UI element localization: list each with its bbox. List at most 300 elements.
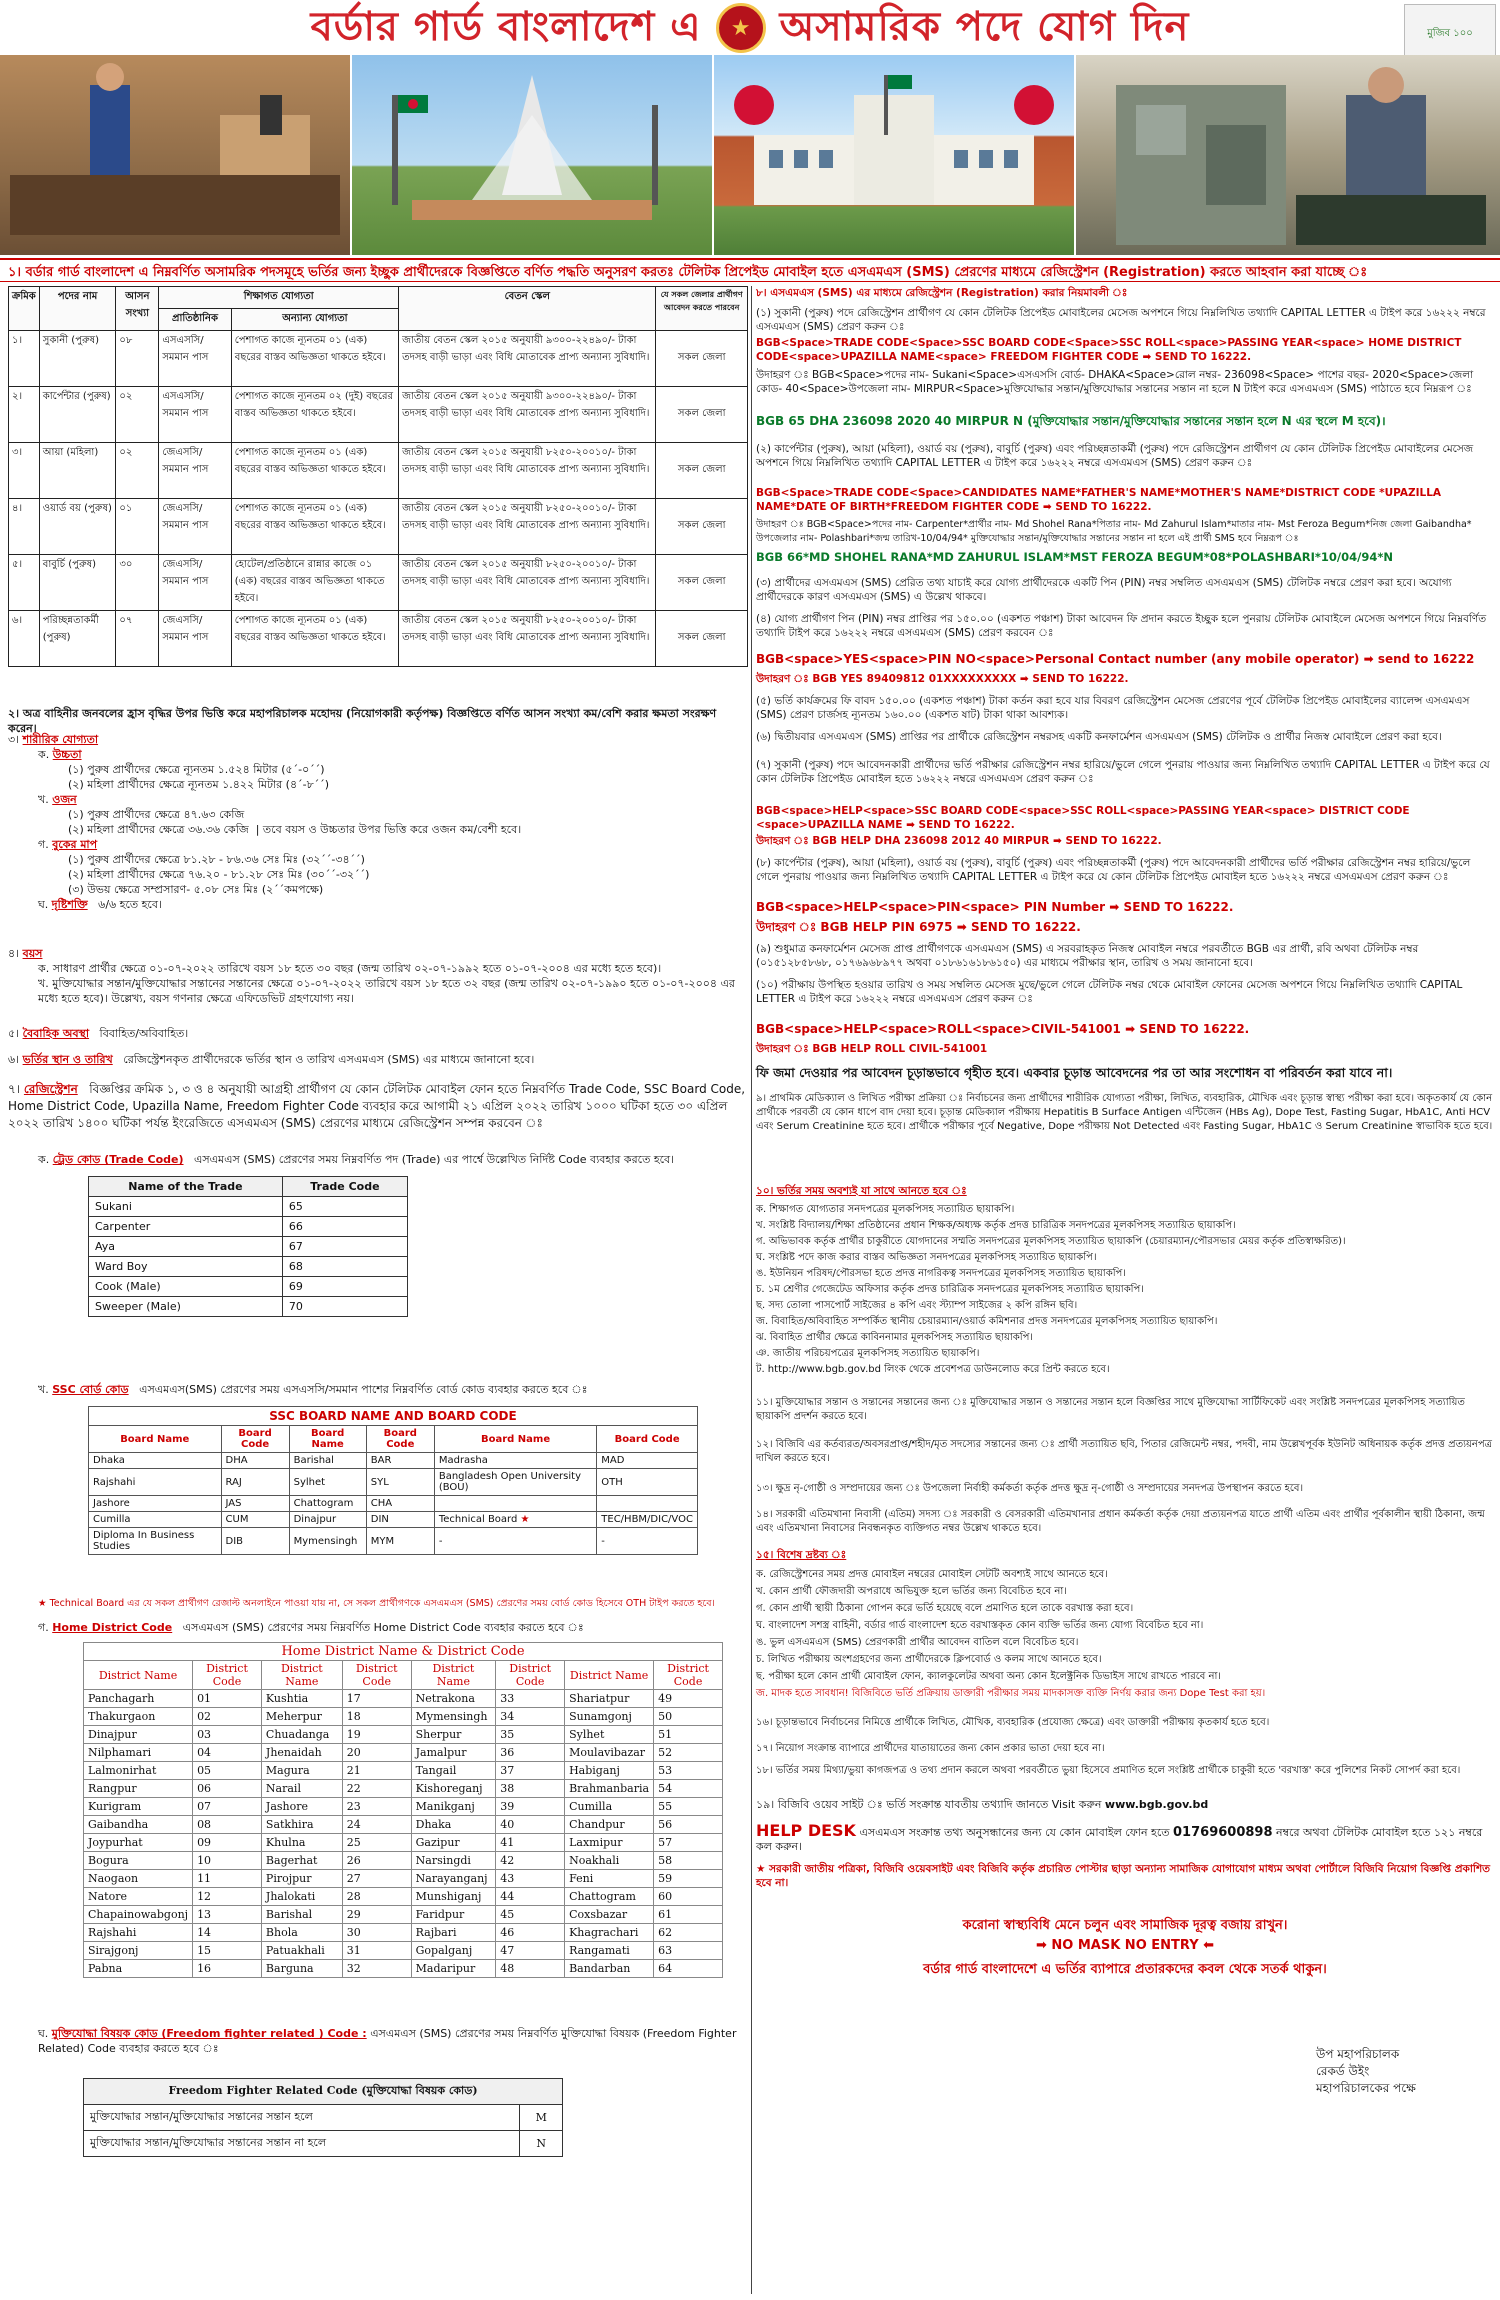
table-row (9, 499, 748, 555)
district-code: 45 (496, 1906, 565, 1924)
table-row (84, 1924, 723, 1942)
section-5: ৫। বৈবাহিক অবস্থা বিবাহিত/অবিবাহিত। (8, 1027, 189, 1040)
ssc-cell: DIN (366, 1512, 434, 1528)
header-photos (0, 55, 1500, 255)
table-row (84, 2131, 563, 2157)
district-code: 08 (193, 1816, 262, 1834)
district-code: 59 (654, 1870, 723, 1888)
col-serial: ক্রমিক (9, 287, 40, 331)
list-item: চ. ১ম শ্রেণীর গেজেটেড অফিসার কর্তৃক প্রদত্ত চারিত্রিক সনদপত্রের মূলকপিসহ সত্যায়িত ছায়াকপি। (756, 1284, 1144, 1295)
weight-male: পুরুষ প্রার্থীদের ক্ষেত্রে ৪৭.৬৩ কেজি (87, 808, 245, 821)
list-item[interactable]: ট. http://www.bgb.gov.bd লিংক থেকে প্রবেশপত্র ডাউনলোড করে প্রিন্ট করতে হবে। (756, 1364, 1110, 1375)
chest-female: মহিলা প্রার্থীদের ক্ষেত্রে ৭৬.২০ - ৮১.২৮ সেঃ মিঃ (৩০´´-৩২´´) (87, 868, 370, 881)
district-code: 50 (654, 1708, 723, 1726)
district-name: Habiganj (565, 1762, 654, 1780)
venue-heading: ভর্তির স্থান ও তারিখ (22, 1053, 113, 1066)
cell-edu: জেএসসি/ সমমান পাস (159, 499, 231, 555)
list-item: ছ. পরীক্ষা হলে কোন প্রার্থী মোবাইল ফোন, ক্যালকুলেটর অথবা অন্য কোন ইলেক্ট্রনিক ডিভাইস সাথে রাখতে পারবে না। (756, 1671, 1221, 1682)
district-code: 49 (654, 1690, 723, 1708)
r13: ১৩। ক্ষুদ্র নৃ-গোষ্ঠী ও সম্প্রদায়ের জন্য ঃ উপজেলা নির্বাহী কর্মকর্তা কর্তৃক প্রদত্ত ক্ষুদ্র নৃ-গোষ্ঠী ও সম্প্রদায়ের সনদপত্র উপস্থাপন করতে হবে। (756, 1483, 1304, 1494)
district-code: 56 (654, 1816, 723, 1834)
bgb-emblem-icon: ★ (716, 3, 766, 53)
home-heading: Home District Code (52, 1621, 173, 1634)
r8-4-ex-text: উদাহরণ ঃ BGB YES 89409812 01XXXXXXXXX (756, 673, 1017, 685)
district-code: 48 (496, 1960, 565, 1978)
table-row (84, 1726, 723, 1744)
arrow-icon: ➡ (1125, 1022, 1136, 1036)
district-code: 15 (193, 1942, 262, 1960)
district-name: Narsingdi (411, 1852, 496, 1870)
table-row (84, 1906, 723, 1924)
district-code: 47 (496, 1942, 565, 1960)
cell-other: হোটেল/প্রতিষ্ঠানে রান্নার কাজে ০১ (এক) বছরের বাস্তব অভিজ্ঞতা থাকতে হইবে। (231, 555, 398, 611)
table-row (89, 1257, 408, 1277)
ff-code: N (520, 2131, 563, 2157)
section-7: ৭। রেজিস্ট্রেশন বিজ্ঞপ্তির ক্রমিক ১, ৩ ও ৪ অনুযায়ী আগ্রহী প্রার্থীগণ যে কোন টেলিটক মোবাইল ফোন হতে নিম্নবর্ণিত Trade Code, SSC Board Code, Home District Code, Upazilla Name, Freedom Fighter Code ব্যবহার করে আগামী ২১ এপ্রিল ২০২২ তারিখ ১০০০ ঘটিকা হতে ৩০ এপ্রিল ২০২২ তারিখ ১৪০০ ঘটিকা পর্যন্ত ইংরেজিতে এসএমএস (SMS) প্রেরণের মাধ্যমে রেজিস্ট্রেশন সম্পন্ন করবেন ঃ (8, 1082, 746, 1130)
district-table (83, 1642, 723, 1978)
col-edu-other: অন্যান্য যোগ্যতা (231, 309, 398, 331)
district-name: Satkhira (261, 1816, 342, 1834)
ssc-cell: MYM (366, 1528, 434, 1555)
r21-text: সরকারী জাতীয় পত্রিকা, বিজিবি ওয়েবসাইট এবং বিজিবি কর্তৃক প্রচারিত পোস্টার ছাড়া অন্যান্য সামাজিক যোগাযোগ মাধ্যম অথবা পোর্টালে বিজিবি নিয়োগ বিজ্ঞপ্তি প্রকাশিত হবে না। (756, 1863, 1491, 1889)
chest-expansion: উভয় ক্ষেত্রে সম্প্রসারণ- ৫.০৮ সেঃ মিঃ (২´´কমপক্ষে) (87, 883, 324, 896)
trade-code: 69 (282, 1277, 407, 1297)
col-seats: আসন সংখ্যা (116, 287, 159, 331)
send-text: SEND TO 16222. (1123, 900, 1234, 914)
section-3: ৩। শারীরিক যোগ্যতা ক. উচ্চতা (১) পুরুষ প্রার্থীদের ক্ষেত্রে ন্যূনতম ১.৫২৪ মিটার (৫´-০´´) (২) মহিলা প্রার্থীদের ক্ষেত্রে ন্যূনতম ১.৪২২ মিটার (৪´-৮´´) খ. ওজন (১) পুরুষ প্রার্থীদের ক্ষেত্রে ৪৭.৬৩ কেজি (২) মহিলা প্রার্থীদের ক্ষেত্রে ৩৬.৩৬ কেজি | তবে বয়স ও উচ্চতার উপর ভিত্তি করে ওজন কম/বেশী হবে। গ. বুকের মাপ (১) পুরুষ প্রার্থীদের ক্ষেত্রে ৮১.২৮ - ৮৬.৩৬ সেঃ মিঃ (৩২´´-৩৪´´) (২) মহিলা প্রার্থীদের ক্ষেত্রে ৭৬.২০ - ৮১.২৮ সেঃ মিঃ (৩০´´-৩২´´) (৩) উভয় ক্ষেত্রে সম্প্রসারণ- ৫.০৮ সেঃ মিঃ (২´´কমপক্ষে) ঘ. দৃষ্টিশক্তি ৬/৬ হতে হবে। (8, 733, 522, 911)
district-code: 10 (193, 1852, 262, 1870)
r20 (756, 1821, 1494, 1854)
dist-col: District Name (565, 1661, 654, 1690)
trade-code: 70 (282, 1297, 407, 1317)
district-name: Shariatpur (565, 1690, 654, 1708)
district-code: 05 (193, 1762, 262, 1780)
ff-text: এসএমএস (SMS) প্রেরণের সময় নিম্নবর্ণিত মুক্তিযোদ্ধা বিষয়ক (Freedom Fighter Related) Code ব্যবহার করতে হবে ঃ (38, 2027, 737, 2055)
district-name: Netrakona (411, 1690, 496, 1708)
r8-10: (১০) পরীক্ষায় উপস্থিত হওয়ার তারিখ ও সময় সম্বলিত মেসেজ মুছে/ভুলে গেলে টেলিটক নম্বর থেকে মোবাইল ফোনের মেসেজ অপশনে গিয়ে নিম্নলিখিত তথ্যাদি CAPITAL LETTER এ টাইপ করে ১৬২২২ নম্বরে এসএমএস প্রেরণ করুন ঃ (756, 979, 1463, 1005)
ssc-cell (434, 1512, 596, 1528)
trade-table (88, 1176, 408, 1317)
table-row (9, 331, 748, 387)
r10-heading: ১০। ভর্তির সময় অবশ্যই যা সাথে আনতে হবে ঃ (756, 1185, 967, 1197)
district-name: Bandarban (565, 1960, 654, 1978)
r21 (756, 1862, 1494, 1890)
cell-sl: ২। (9, 387, 40, 443)
ssc-cell: JAS (221, 1496, 289, 1512)
table-row (84, 1870, 723, 1888)
district-code: 17 (342, 1690, 411, 1708)
r8-4-ex (756, 672, 1494, 686)
district-code: 07 (193, 1798, 262, 1816)
r8-7: (৭) সুকানী (পুরুষ) পদে আবেদনকারী প্রার্থীদের ভর্তি পরীক্ষার রেজিস্ট্রেশন নম্বর হারিয়ে/ভুলে গেলে পুনরায় পাওয়ার জন্য নিম্নলিখিত তথ্যাদি CAPITAL LETTER এ টাইপ করে যে কোন টেলিটক প্রিপেইড মোবাইল হতে ১৬২২২ নম্বরে এসএমএস প্রেরণ করুন ঃ (756, 759, 1490, 785)
cell-other: পেশাগত কাজে ন্যূনতম ০২ (দুই) বছরের বাস্তব অভিজ্ঞতা থাকতে হইবে। (231, 387, 398, 443)
intro-line: ১। বর্ডার গার্ড বাংলাদেশ এ নিম্নবর্ণিত অসামরিক পদসমূহে ভর্তির জন্য ইচ্ছুক প্রার্থীদেরকে বিজ্ঞপ্তিতে বর্ণিত পদ্ধতি অনুসরণ করতঃ টেলিটক প্রিপেইড মোবাইল হতে এসএমএস (SMS) প্রেরণের মাধ্যমে রেজিস্ট্রেশন (Registration) করতে আহবান করা যাচ্ছে ঃ (0, 258, 1500, 282)
district-body (84, 1690, 723, 1978)
table-row (89, 1469, 698, 1496)
table-row (89, 1277, 408, 1297)
height-female: মহিলা প্রার্থীদের ক্ষেত্রে ন্যূনতম ১.৪২২ মিটার (৪´-৮´´) (87, 778, 330, 791)
district-name: Laxmipur (565, 1834, 654, 1852)
district-name: Gazipur (411, 1834, 496, 1852)
ff-table-title: Freedom Fighter Related Code (মুক্তিযোদ্ধা বিষয়ক কোড) (84, 2079, 563, 2105)
district-code: 01 (193, 1690, 262, 1708)
district-name: Munshiganj (411, 1888, 496, 1906)
list-item: ঝ. বিবাহিত প্রার্থীর ক্ষেত্রে কাবিননামার মূলকপিসহ সত্যায়িত ছায়াকপি। (756, 1332, 1033, 1343)
district-name: Feni (565, 1870, 654, 1888)
ssc-table (88, 1406, 698, 1555)
district-name: Nilphamari (84, 1744, 193, 1762)
district-name: Narayanganj (411, 1870, 496, 1888)
dist-col: District Name (411, 1661, 496, 1690)
r19 (756, 1798, 1494, 1812)
district-name: Khagrachari (565, 1924, 654, 1942)
weight-heading: ওজন (52, 793, 77, 806)
district-name: Rajshahi (84, 1924, 193, 1942)
ssc-cell: DIB (221, 1528, 289, 1555)
arrow-icon: ➡ (1109, 900, 1120, 914)
district-code: 06 (193, 1780, 262, 1798)
district-name: Sherpur (411, 1726, 496, 1744)
district-name: Patuakhali (261, 1942, 342, 1960)
district-name: Gopalganj (411, 1942, 496, 1960)
col-edu-inst: প্রাতিষ্ঠানিক (159, 309, 231, 331)
send-text: SEND TO 16222. (1154, 351, 1252, 363)
list-item: খ. কোন প্রার্থী ফৌজদারী অপরাধে অভিযুক্ত হলে ভর্তির জন্য বিবেচিত হবে না। (756, 1586, 1067, 1597)
col-district: যে সকল জেলার প্রার্থীগণ আবেদন করতে পারবেন (656, 287, 748, 331)
age-heading: বয়স (22, 947, 43, 960)
district-code: 36 (496, 1744, 565, 1762)
table-row (9, 611, 748, 667)
r8-2-code (756, 486, 1494, 514)
r8-9: (৯) শুধুমাত্র কনফার্মেশন মেসেজ প্রাপ্ত প্রার্থীগণকে এসএমএস (SMS) এ সরবরাহকৃত নিজস্ব মোবাইল নম্বরে পরবর্তীতে BGB এর প্রার্থী, রবি অথবা টেলিটক নম্বর (০১৫১২৮৫৮৬৮, ০১৭৬৯৬৮৯৭৭ অথবা ০১৮৬১৬১৮৬১৫০) এর মাধ্যমে পরীক্ষার স্থান, তারিখ ও সময় জানানো হবে। (756, 943, 1419, 969)
district-name: Jashore (261, 1798, 342, 1816)
district-code: 37 (496, 1762, 565, 1780)
district-code: 27 (342, 1870, 411, 1888)
dist-col: District Code (496, 1661, 565, 1690)
ssc-col: Board Name (89, 1426, 222, 1453)
column-divider (751, 286, 752, 2294)
list-item: গ. অভিভাবক কর্তৃক প্রার্থীর চাকুরীতে যোগদানের সম্মতি সনদপত্রের মূলকপিসহ সত্যায়িত ছায়াকপি (চেয়ারম্যান/পৌরসভার মেয়র কর্তৃক প্রতিস্বাক্ষরিত)। (756, 1236, 1346, 1247)
district-code: 21 (342, 1762, 411, 1780)
ssc-cell: CHA (366, 1496, 434, 1512)
table-row (84, 1942, 723, 1960)
district-code: 51 (654, 1726, 723, 1744)
r8-7-code (756, 804, 1494, 832)
district-code: 34 (496, 1708, 565, 1726)
r8-1-example: উদাহরণ ঃ BGB<Space>পদের নাম- Sukani<Space>এসএসসি বোর্ড- DHAKA<Space>রোল নম্বর- 236098<Space> পাশের বছর- 2020<Space>জেলা কোড- 40<Space>উপজেলা নাম- MIRPUR<Space>মুক্তিযোদ্ধার সন্তান/মুক্তিযোদ্ধার সন্তানের সন্তান না হলে N টাইপ করে এসএমএস (SMS) পাঠাতে হবে নিম্নরূপ ঃ (756, 369, 1474, 395)
ssc-cell: CUM (221, 1512, 289, 1528)
arrow-icon: ➡ (1035, 1938, 1047, 1953)
cell-district: সকল জেলা (656, 331, 748, 387)
help-phone[interactable]: 01769600898 (1173, 1825, 1273, 1840)
arrow-icon: ➡ (1142, 351, 1152, 363)
ssc-cell: Madrasha (434, 1453, 596, 1469)
ssc-cell: Sylhet (289, 1469, 366, 1496)
cell-seats: ০২ (116, 443, 159, 499)
table-row (89, 1496, 698, 1512)
table-row (9, 443, 748, 499)
district-code: 43 (496, 1870, 565, 1888)
district-code: 22 (342, 1780, 411, 1798)
ssc-cell: TEC/HBM/DIC/VOC (597, 1512, 698, 1528)
district-name: Thakurgaon (84, 1708, 193, 1726)
district-name: Faridpur (411, 1906, 496, 1924)
cell-edu: জেএসসি/ সমমান পাস (159, 555, 231, 611)
cell-pay: জাতীয় বেতন স্কেল ২০১৫ অনুযায়ী ৯৩০০-২২৪৯০/- টাকা তদসহ বাড়ী ভাড়া এবং বিধি মোতাবেক প্রাপ্য অন্যান্য সুবিধাদি। (399, 331, 656, 387)
table-row (9, 387, 748, 443)
list-item: খ. সংশ্লিষ্ট বিদ্যালয়/শিক্ষা প্রতিষ্ঠানের প্রধান শিক্ষক/অধ্যক্ষ কর্তৃক প্রদত্ত চারিত্রিক সনদপত্রের মূলকপিসহ সত্যায়িত ছায়াকপি। (756, 1220, 1236, 1231)
ssc-cell: Bangladesh Open University (BOU) (434, 1469, 596, 1496)
r15-list (756, 1566, 1494, 1702)
list-item: ঙ. ইউনিয়ন পরিষদ/পৌরসভা হতে প্রদত্ত নাগরিকত্ব সনদপত্রের মূলকপিসহ সত্যায়িত ছায়াকপি। (756, 1268, 1126, 1279)
ssc-col: Board Name (289, 1426, 366, 1453)
trade-text: এসএমএস (SMS) প্রেরণের সময় নিম্নবর্ণিত পদ (Trade) এর পার্শ্বে উল্লেখিত নির্দিষ্ট Code ব্যবহার করতে হবে। (194, 1153, 675, 1166)
right-column (756, 286, 1494, 2294)
r18: ১৮। ভর্তির সময় মিথ্যা/ভুয়া কাগজপত্র ও তথ্য প্রদান করলে অথবা পরবর্তীতে ভুয়া হিসেবে প্রমাণিত হলে সংশ্লিষ্ট প্রার্থীকে চাকুরী হতে 'বরখাস্ত' করে পুলিশের নিকট সোপর্দ করা হবে। (756, 1765, 1461, 1776)
r8-2-sms: BGB 66*MD SHOHEL RANA*MD ZAHURUL ISLAM*MST FEROZA BEGUM*08*POLASHBARI*10/04/94*N (756, 550, 1393, 564)
arrow-icon: ➡ (1052, 835, 1062, 847)
district-code: 61 (654, 1906, 723, 1924)
cell-district: সকল জেলা (656, 443, 748, 499)
dist-col: District Name (261, 1661, 342, 1690)
r11: ১১। মুক্তিযোদ্ধার সন্তান ও সন্তানের সন্তানের জন্য ঃ মুক্তিযোদ্ধার সন্তান ও সন্তানের সন্তান হলে বিজ্ঞপ্তির সাথে মুক্তিযোদ্ধা সার্টিফিকেট এবং সংশ্লিষ্ট সনদপত্রের মূলকপিসহ সত্যায়িত ছায়াকপি প্রদর্শন করতে হবে। (756, 1397, 1465, 1422)
r8-7-ex-text: উদাহরণ ঃ BGB HELP DHA 236098 2012 40 MIRPUR (756, 835, 1050, 847)
trade-name: Carpenter (89, 1217, 283, 1237)
table-row (84, 1834, 723, 1852)
r8-10-code-text: BGB<space>HELP<space>ROLL<space>CIVIL-541001 (756, 1022, 1121, 1036)
district-code: 53 (654, 1762, 723, 1780)
signature-block (1316, 2046, 1486, 2097)
weight-female: মহিলা প্রার্থীদের ক্ষেত্রে ৩৬.৩৬ কেজি (87, 823, 249, 836)
trade-name: Sukani (89, 1197, 283, 1217)
ssc-cell: MAD (597, 1453, 698, 1469)
district-code: 33 (496, 1690, 565, 1708)
table-row (84, 1798, 723, 1816)
trade-name: Ward Boy (89, 1257, 283, 1277)
cell-district: সকল জেলা (656, 387, 748, 443)
district-code: 64 (654, 1960, 723, 1978)
registration-text: বিজ্ঞপ্তির ক্রমিক ১, ৩ ও ৪ অনুযায়ী আগ্রহী প্রার্থীগণ যে কোন টেলিটক মোবাইল ফোন হতে নিম্নবর্ণিত Trade Code, SSC Board Code, Home District Code, Upazilla Name, Freedom Fighter Code ব্যবহার করে আগামী ২১ এপ্রিল ২০২২ তারিখ ১০০০ ঘটিকা হতে ৩০ এপ্রিল ২০২২ তারিখ ১৪০০ ঘটিকা পর্যন্ত ইংরেজিতে এসএমএস (SMS) প্রেরণের মাধ্যমে রেজিস্ট্রেশন সম্পন্ন করবেন ঃ (8, 1082, 746, 1130)
r8-8-ex (756, 920, 1494, 934)
ssc-cell: Jashore (89, 1496, 222, 1512)
r16: ১৬। চূড়ান্তভাবে নির্বাচনের নিমিত্তে প্রার্থীকে লিখিত, মৌখিক, ব্যবহারিক (প্রযোজ্য ক্ষেত্রে) এবং ডাক্তারী পরীক্ষায় কৃতকার্য হতে হবে। (756, 1717, 1270, 1728)
district-code: 19 (342, 1726, 411, 1744)
registration-heading: রেজিস্ট্রেশন (23, 1082, 78, 1096)
ff-desc: মুক্তিযোদ্ধার সন্তান/মুক্তিযোদ্ধার সন্তানের সন্তান না হলে (84, 2131, 520, 2157)
district-name: Dhaka (411, 1816, 496, 1834)
r20-tail: নম্বরে অথবা টেলিটক মোবাইল হতে ১২১ নম্বরে কল করুন। (756, 1826, 1483, 1853)
table-row (84, 1780, 723, 1798)
r8-1-code (756, 336, 1494, 364)
sign-behalf: মহাপরিচালকের পক্ষে (1316, 2081, 1416, 2095)
trade-name: Sweeper (Male) (89, 1297, 283, 1317)
ssc-cell: Cumilla (89, 1512, 222, 1528)
district-code: 35 (496, 1726, 565, 1744)
district-name: Meherpur (261, 1708, 342, 1726)
cell-edu: জেএসসি/ সমমান পাস (159, 611, 231, 667)
cell-post: সুকানী (পুরুষ) (39, 331, 116, 387)
arrow-icon: ➡ (1019, 673, 1029, 685)
cell-pay: জাতীয় বেতন স্কেল ২০১৫ অনুযায়ী ৮২৫০-২০০১০/- টাকা তদসহ বাড়ী ভাড়া এবং বিধি মোতাবেক প্রাপ্য অন্যান্য সুবিধাদি। (399, 443, 656, 499)
trade-col-name: Name of the Trade (89, 1177, 283, 1197)
cell-post: পরিচ্ছন্নতাকর্মী (পুরুষ) (39, 611, 116, 667)
district-code: 42 (496, 1852, 565, 1870)
district-code: 13 (193, 1906, 262, 1924)
arrow-icon: ➡ (956, 920, 967, 934)
ff-table (83, 2078, 563, 2157)
district-name: Dinajpur (84, 1726, 193, 1744)
district-code: 25 (342, 1834, 411, 1852)
district-name: Sirajgonj (84, 1942, 193, 1960)
cell-edu: এসএসসি/ সমমান পাস (159, 331, 231, 387)
ssc-cell: BAR (366, 1453, 434, 1469)
list-item: চ. লিখিত পরীক্ষায় অংশগ্রহণের জন্য প্রার্থীদেরকে ক্লিপবোর্ড ও কলম সাথে আনতে হবে। (756, 1654, 1102, 1665)
district-name: Bagerhat (261, 1852, 342, 1870)
star-icon: ★ (756, 1863, 766, 1875)
district-name: Bogura (84, 1852, 193, 1870)
cell-seats: ০৭ (116, 611, 159, 667)
district-code: 03 (193, 1726, 262, 1744)
list-item: ক. শিক্ষাগত যোগ্যতার সনদপত্রের মূলকপিসহ সত্যায়িত ছায়াকপি। (756, 1204, 1015, 1215)
website-link[interactable]: www.bgb.gov.bd (1104, 1798, 1209, 1811)
list-item: জ. মাদক হতে সাবধান! বিজিবিতে ভর্তি প্রক্রিয়ায় ডাক্তারী পরীক্ষার সময় মাদকাসক্ত ব্যক্তি নির্ণয় করার জন্য Dope Test করা হয়। (756, 1688, 1266, 1699)
table-row (89, 1453, 698, 1469)
cell-district: সকল জেলা (656, 499, 748, 555)
district-code: 52 (654, 1744, 723, 1762)
district-code: 41 (496, 1834, 565, 1852)
district-code: 04 (193, 1744, 262, 1762)
trade-code: 67 (282, 1237, 407, 1257)
arrow-icon: ➡ (906, 819, 915, 831)
ssc-cell: Chattogram (289, 1496, 366, 1512)
send-text: SEND TO 16222. (1065, 835, 1162, 847)
table-row (89, 1237, 408, 1257)
cell-district: সকল জেলা (656, 555, 748, 611)
district-code: 14 (193, 1924, 262, 1942)
cell-edu: এসএসসি/ সমমান পাস (159, 387, 231, 443)
cell-other: পেশাগত কাজে ন্যূনতম ০১ (এক) বছরের বাস্তব অভিজ্ঞতা থাকতে হইবে। (231, 443, 398, 499)
cell-pay: জাতীয় বেতন স্কেল ২০১৫ অনুযায়ী ৮২৫০-২০০১০/- টাকা তদসহ বাড়ী ভাড়া এবং বিধি মোতাবেক প্রাপ্য অন্যান্য সুবিধাদি। (399, 555, 656, 611)
send-text: SEND TO 16222. (918, 819, 1015, 831)
sign-wing: রেকর্ড উইং (1316, 2064, 1370, 2078)
r9: ৯। প্রাথমিক মেডিক্যাল ও লিখিত পরীক্ষা প্রক্রিয়া ঃ নির্বাচনের জন্য প্রার্থীদের শারীরিক যোগ্যতা পরীক্ষা, লিখিত, ব্যবহারিক, মৌখিক এবং চূড়ান্ত স্বাস্থ্য পরীক্ষা করা হবে। অকৃতকার্য যে কোন প্রার্থীকে পরবর্তী যে কোন ধাপে বাদ দেয়া হবে। চূড়ান্ত মেডিক্যাল পরীক্ষায় Hepatitis B Surface Antigen এন্টিজেন (HBs Ag), Dope Test, Fasting Sugar, HbA1C, Anti HCV এবং Serum Creatinine হতে হবে। প্রার্থীকে পরীক্ষার পূর্বে Negative, Dope পরীক্ষায় Not Detected এবং Fasting Sugar, HbA1C ও Serum Creatinine স্বাভাবিক হতে হবে। (756, 1093, 1493, 1132)
arrow-icon: ➡ (1363, 652, 1374, 666)
cell-seats: ৩০ (116, 555, 159, 611)
ssc-col: Board Name (434, 1426, 596, 1453)
ff-line: ঘ. মুক্তিযোদ্ধা বিষয়ক কোড (Freedom fighter related ) Code : এসএমএস (SMS) প্রেরণের সময় নিম্নবর্ণিত মুক্তিযোদ্ধা বিষয়ক (Freedom Fighter Related) Code ব্যবহার করতে হবে ঃ (38, 2027, 737, 2055)
ssc-cell (597, 1496, 698, 1512)
list-item: জ. বিবাহিত/অবিবাহিত সম্পর্কিত স্থানীয় চেয়ারম্যান/ওয়ার্ড কমিশনার প্রদত্ত সনদপত্রের মূলকপিসহ সত্যায়িত ছায়াকপি। (756, 1316, 1218, 1327)
district-code: 60 (654, 1888, 723, 1906)
cell-sl: ৫। (9, 555, 40, 611)
cell-edu: জেএসসি/ সমমান পাস (159, 443, 231, 499)
list-item: ঘ. সংশ্লিষ্ট পদে কাজ করার বাস্তব অভিজ্ঞতা সনদপত্রের মূলকপিসহ সত্যায়িত ছায়াকপি। (756, 1252, 1097, 1263)
district-name: Rajbari (411, 1924, 496, 1942)
photo-carpenter (0, 55, 350, 255)
trade-name: Aya (89, 1237, 283, 1257)
district-name: Chattogram (565, 1888, 654, 1906)
table-row (9, 555, 748, 611)
ff-code: M (520, 2105, 563, 2131)
table-row (89, 1297, 408, 1317)
cell-sl: ৬। (9, 611, 40, 667)
table-row (84, 2105, 563, 2131)
fee-note: ফি জমা দেওয়ার পর আবেদন চূড়ান্তভাবে গৃহীত হবে। একবার চূড়ান্ত আবেদনের পর তা আর সংশোধন বা পরিবর্তন করা যাবে না। (756, 1065, 1393, 1080)
r19-text: ১৯। বিজিবি ওয়েব সাইট ঃ ভর্তি সংক্রান্ত যাবতীয় তথ্যাদি জানতে Visit করুন (756, 1798, 1102, 1811)
table-row (89, 1528, 698, 1555)
cell-sl: ১। (9, 331, 40, 387)
district-name: Naogaon (84, 1870, 193, 1888)
district-name: Coxsbazar (565, 1906, 654, 1924)
age-ff: খ. মুক্তিযোদ্ধার সন্তান/মুক্তিযোদ্ধার সন্তানের সন্তানের ক্ষেত্রে ০১-০৭-২০২২ তারিখে বয়স ১৮ হতে ৩২ বছর (জন্ম তারিখ ০২-০৭-১৯৯০ হতে ০১-০৭-২০০৪ এর মধ্যে হতে হবে)। উল্লেখ্য, বয়স গণনার ক্ষেত্রে এফিডেভিট গ্রহণযোগ্য নয়। (38, 977, 735, 1005)
ssc-cell: OTH (597, 1469, 698, 1496)
photo-monument (352, 55, 712, 255)
r8-10-code (756, 1022, 1494, 1036)
district-name: Sunamgonj (565, 1708, 654, 1726)
ssc-cell: - (597, 1528, 698, 1555)
district-code: 40 (496, 1816, 565, 1834)
header (0, 0, 1500, 255)
trade-code-line: ক. ট্রেড কোড (Trade Code) এসএমএস (SMS) প্রেরণের সময় নিম্নবর্ণিত পদ (Trade) এর পার্শ্বে উল্লেখিত নির্দিষ্ট Code ব্যবহার করতে হবে। (38, 1153, 675, 1166)
arrow-icon: ➡ (1042, 501, 1052, 513)
physical-heading: শারীরিক যোগ্যতা (22, 733, 99, 746)
photo-workshop (1076, 55, 1500, 255)
district-code: 46 (496, 1924, 565, 1942)
ssc-text: এসএমএস(SMS) প্রেরণের সময় এসএসসি/সমমান পাশের নিম্নবর্ণিত বোর্ড কোড ব্যবহার করতে হবে ঃ (139, 1383, 588, 1396)
ssc-table-title: SSC BOARD NAME AND BOARD CODE (89, 1407, 698, 1426)
district-name: Noakhali (565, 1852, 654, 1870)
r14: ১৪। সরকারী এতিমখানা নিবাসী (এতিম) সদস্য ঃ সরকারী ও বেসরকারী এতিমখানার প্রধান কর্মকর্তা কর্তৃক দেয়া প্রত্যয়নপত্র যাতে প্রার্থী এতিম এবং প্রার্থীর পূর্বকালীন স্থায়ী ঠিকানা, জন্ম এবং এতিমখানা নিবাসের নিবন্ধনকৃত ব্যক্তিগত নম্বর উল্লেখ থাকতে হবে। (756, 1509, 1485, 1534)
ssc-col: Board Code (221, 1426, 289, 1453)
table-row (84, 1816, 723, 1834)
trade-code: 66 (282, 1217, 407, 1237)
district-name: Pabna (84, 1960, 193, 1978)
district-name: Barguna (261, 1960, 342, 1978)
district-table-title: Home District Name & District Code (84, 1643, 723, 1661)
district-name: Bhola (261, 1924, 342, 1942)
arrow-left-icon: ⬅ (1203, 1938, 1215, 1953)
mujib-logo-text: মুজিব ১০০ (1427, 27, 1473, 39)
district-name: Barishal (261, 1906, 342, 1924)
r8-1: (১) সুকানী (পুরুষ) পদে রেজিস্ট্রেশন প্রার্থীগণ যে কোন টেলিটক প্রিপেইড মোবাইলের মেসেজ অপশনে গিয়ে নিম্নলিখিত তথ্যাদি CAPITAL LETTER এ টাইপ করে ১৬২২২ নম্বরে এসএমএস (SMS) প্রেরণ করুন ঃ (756, 307, 1486, 333)
trade-col-code: Trade Code (282, 1177, 407, 1197)
height-heading: উচ্চতা (52, 748, 82, 761)
district-code: 18 (342, 1708, 411, 1726)
cell-post: কার্পেন্টার (পুরুষ) (39, 387, 116, 443)
r8-4-code (756, 652, 1494, 666)
cell-post: আয়া (মহিলা) (39, 443, 116, 499)
district-name: Panchagarh (84, 1690, 193, 1708)
ssc-note-text: Technical Board এর যে সকল প্রার্থীগণ রেজাল্ট অনলাইনে পাওয়া যায় না, সে সকল প্রার্থীগণকে এসএমএস (SMS) প্রেরণের সময় বোর্ড কোড হিসেবে OTH টাইপ করতে হবে। (49, 1598, 715, 1609)
cell-pay: জাতীয় বেতন স্কেল ২০১৫ অনুযায়ী ৯৩০০-২২৪৯০/- টাকা তদসহ বাড়ী ভাড়া এবং বিধি মোতাবেক প্রাপ্য অন্যান্য সুবিধাদি। (399, 387, 656, 443)
ssc-cell: Dinajpur (289, 1512, 366, 1528)
eyesight-value: ৬/৬ হতে হবে। (98, 898, 162, 911)
district-name: Lalmonirhat (84, 1762, 193, 1780)
district-code: 23 (342, 1798, 411, 1816)
district-name: Cumilla (565, 1798, 654, 1816)
r8-2-code-text: BGB<Space>TRADE CODE<Space>CANDIDATES NAME*FATHER'S NAME*MOTHER'S NAME*DISTRICT CODE *UPAZILLA NAME*DATE OF BIRTH*FREEDOM FIGHTER CODE (756, 487, 1442, 513)
cell-other: পেশাগত কাজে ন্যূনতম ০১ (এক) বছরের বাস্তব অভিজ্ঞতা থাকতে হইবে। (231, 499, 398, 555)
r8-4-send: send to 16222 (1377, 652, 1475, 666)
district-code: 55 (654, 1798, 723, 1816)
district-code: 39 (496, 1798, 565, 1816)
send-text: SEND TO 16222. (1139, 1022, 1250, 1036)
ssc-note (8, 1596, 748, 1611)
ssc-cell (434, 1496, 596, 1512)
cell-other: পেশাগত কাজে ন্যূনতম ০১ (এক) বছরের বাস্তব অভিজ্ঞতা থাকতে হইবে। (231, 611, 398, 667)
district-name: Jhenaidah (261, 1744, 342, 1762)
district-name: Magura (261, 1762, 342, 1780)
